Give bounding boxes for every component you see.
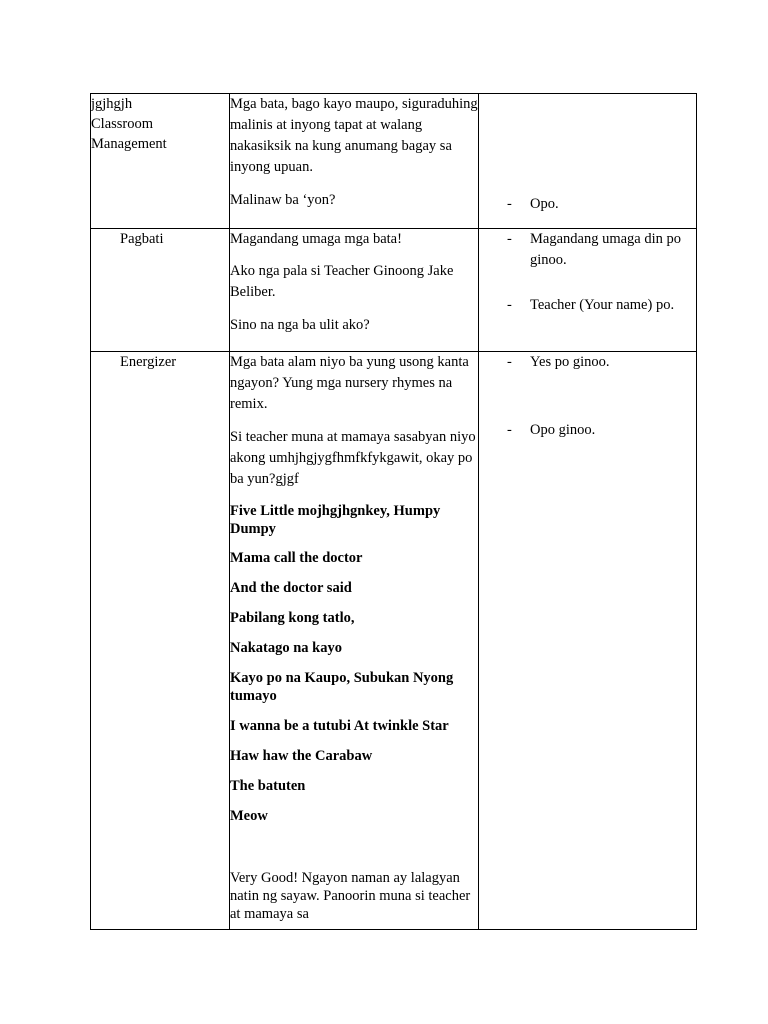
teacher-line: Si teacher muna at mamaya sasabyan niyo akong umhjhgjygfhmfkfykgawit, okay po ba yun?gjgf (230, 429, 476, 487)
song-line: Mama call the doctor (230, 550, 363, 566)
teacher-line: Magandang umaga mga bata! (230, 231, 402, 247)
student-line: Yes po ginoo. (530, 354, 610, 370)
student-response-cell (479, 352, 697, 930)
dash-bullet: - (507, 196, 512, 212)
student-response-cell (479, 94, 697, 229)
dash-bullet: - (507, 231, 512, 247)
student-line: Magandang umaga din po ginoo. (530, 231, 682, 268)
song-line: Kayo po na Kaupo, Subukan Nyong tumayo (230, 670, 454, 704)
teacher-activity-cell (230, 229, 479, 352)
song-line: And the doctor said (230, 580, 352, 596)
student-line: Opo ginoo. (530, 422, 596, 438)
teacher-line: Ako nga pala si Teacher Ginoong Jake Beliber. (230, 263, 454, 300)
row-label-line: Management (91, 136, 167, 152)
table-row-pagbati (91, 229, 697, 352)
song-line: Haw haw the Carabaw (230, 748, 373, 764)
table-row-energizer (91, 352, 697, 930)
student-response-item (479, 229, 696, 271)
row-label-line: jgjhgjh (91, 96, 133, 112)
row-label-cell (91, 352, 230, 930)
dash-bullet: - (507, 297, 512, 313)
student-line: Opo. (530, 196, 559, 212)
row-label: Pagbati (120, 231, 164, 247)
table-row-classroom-management (91, 94, 697, 229)
row-label-cell (91, 94, 230, 229)
teacher-activity-cell (230, 94, 479, 229)
lesson-plan-table (90, 93, 697, 930)
song-line: Meow (230, 808, 268, 824)
song-line: Five Little mojhgjhgnkey, Humpy Dumpy (230, 503, 441, 537)
student-response-cell (479, 229, 697, 352)
teacher-line: Mga bata alam niyo ba yung usong kanta ngayon? Yung mga nursery rhymes na remix. (230, 354, 469, 412)
row-label: Energizer (120, 354, 177, 370)
row-label-cell (91, 229, 230, 352)
dash-bullet: - (507, 422, 512, 438)
student-response-item (479, 295, 696, 315)
song-line: Pabilang kong tatlo, (230, 610, 355, 626)
dash-bullet: - (507, 354, 512, 370)
row-label-line: Classroom (91, 116, 154, 132)
teacher-line: Malinaw ba ‘yon? (230, 192, 336, 208)
song-line: I wanna be a tutubi At twinkle Star (230, 718, 449, 734)
teacher-line: Mga bata, bago kayo maupo, siguraduhing malinis at inyong tapat at walang nakasiksik na kung anumang bagay sa inyong upuan. (230, 96, 478, 175)
teacher-line: Sino na nga ba ulit ako? (230, 317, 370, 333)
student-response-item (479, 420, 696, 440)
student-response-item (479, 352, 696, 372)
teacher-line: Very Good! Ngayon naman ay lalagyan natin ng sayaw. Panoorin muna si teacher at mamaya sa (230, 870, 471, 922)
song-line: Nakatago na kayo (230, 640, 342, 656)
teacher-activity-cell (230, 352, 479, 930)
student-response-item (479, 194, 696, 214)
song-line: The batuten (230, 778, 306, 794)
student-line: Teacher (Your name) po. (530, 297, 675, 313)
